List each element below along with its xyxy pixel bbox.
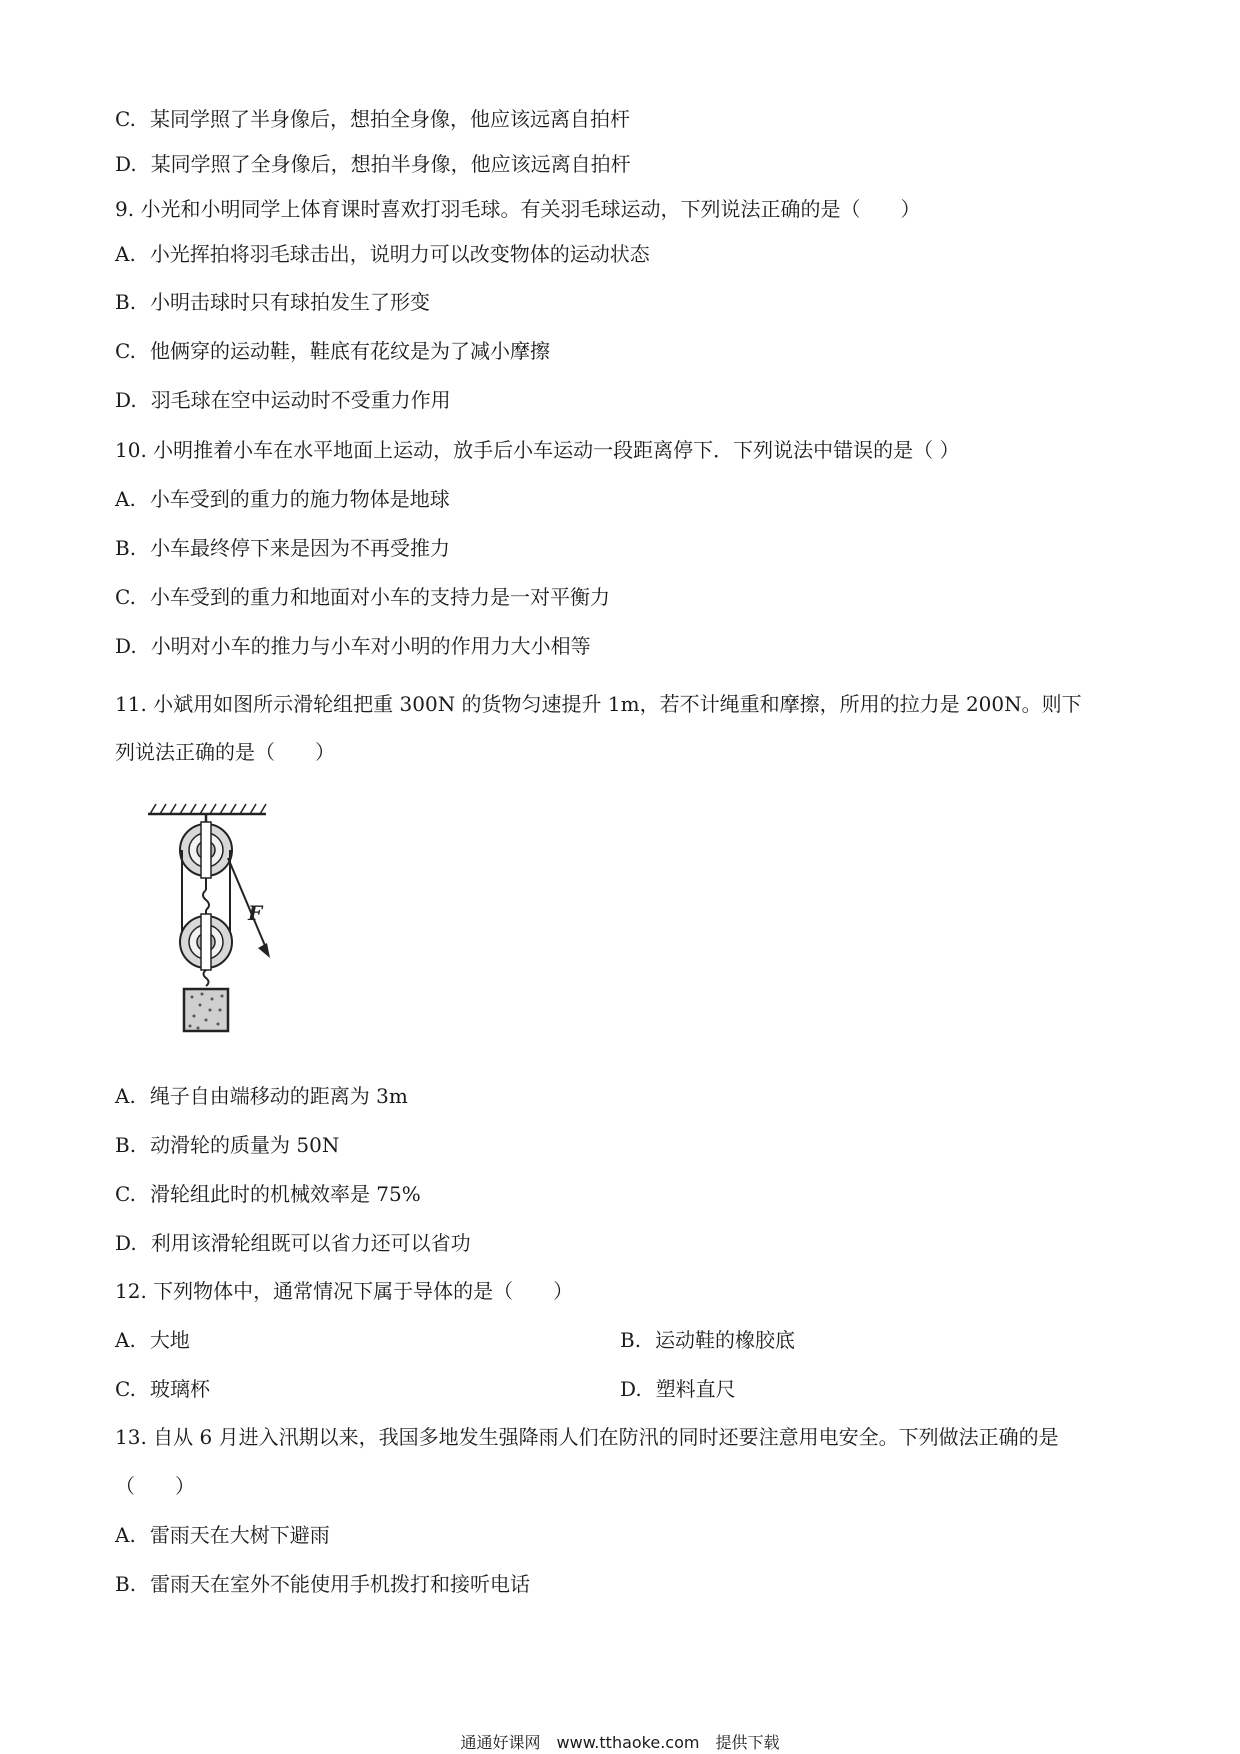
option-text: 小光挥拍将羽毛球击出，说明力可以改变物体的运动状态 [149, 242, 650, 266]
option-text: 小车受到的重力的施力物体是地球 [149, 487, 450, 511]
option-text: 他俩穿的运动鞋，鞋底有花纹是为了减小摩擦 [149, 339, 550, 363]
q8-option-c [115, 105, 630, 133]
q9-option-b [115, 288, 430, 316]
option-text: 小明击球时只有球拍发生了形变 [150, 290, 431, 314]
page-footer: 通通好课网 www.tthaoke.com 提供下载 [460, 1733, 780, 1752]
q9-option-d [115, 386, 451, 414]
q11-option-c [115, 1180, 421, 1208]
q11-option-a [115, 1082, 408, 1110]
option-letter: D. [620, 1377, 642, 1401]
option-letter: A. [115, 242, 136, 266]
option-letter: C. [115, 1182, 136, 1206]
q12-option-a [115, 1328, 190, 1352]
option-letter: D. [115, 634, 137, 658]
q9-stem: 9. 小光和小明同学上体育课时喜欢打羽毛球。有关羽毛球运动，下列说法正确的是（ ） [115, 197, 921, 221]
q11-option-d [115, 1229, 471, 1257]
option-letter: B. [115, 1133, 137, 1157]
option-text: 玻璃杯 [149, 1377, 210, 1401]
option-letter: A. [115, 487, 136, 511]
option-letter: B. [115, 536, 137, 560]
q9-option-a [115, 240, 650, 268]
option-letter: C. [115, 1377, 136, 1401]
option-letter: B. [115, 290, 137, 314]
q13-option-b [115, 1570, 530, 1598]
option-letter: A. [115, 1084, 136, 1108]
q9-option-c [115, 337, 550, 365]
option-text: 利用该滑轮组既可以省力还可以省功 [150, 1231, 471, 1255]
q10-stem: 10. 小明推着小车在水平地面上运动，放手后小车运动一段距离停下．下列说法中错误的是（ ） [115, 438, 960, 462]
q10-option-b [115, 534, 450, 562]
q13-stem-line2: （ ） [115, 1474, 195, 1498]
option-letter: B. [620, 1328, 642, 1352]
option-text: 羽毛球在空中运动时不受重力作用 [150, 388, 451, 412]
q12-option-b [620, 1326, 795, 1354]
q8-option-d [115, 150, 631, 178]
q11-stem-line2: 列说法正确的是（ ） [115, 740, 335, 764]
q12-option-d [620, 1375, 736, 1403]
q10-option-a [115, 485, 450, 513]
option-letter: A. [115, 1523, 136, 1547]
option-text: 大地 [149, 1328, 190, 1352]
option-text: 小车受到的重力和地面对小车的支持力是一对平衡力 [149, 585, 610, 609]
option-text: 绳子自由端移动的距离为 3m [149, 1084, 408, 1108]
fixed-pulley [180, 822, 232, 878]
option-text: 运动鞋的橡胶底 [655, 1328, 796, 1352]
force-label: F [248, 901, 263, 925]
pulley-system-figure [140, 800, 280, 1055]
option-text: 雷雨天在大树下避雨 [149, 1523, 330, 1547]
q10-option-d [115, 632, 591, 660]
option-text: 某同学照了半身像后，想拍全身像，他应该远离自拍杆 [149, 107, 630, 131]
option-letter: D. [115, 1231, 137, 1255]
q11-stem-line1: 11. 小斌用如图所示滑轮组把重 300N 的货物匀速提升 1m，若不计绳重和摩擦，所用的拉力是 200N。则下 [115, 692, 1082, 716]
option-letter: A. [115, 1328, 136, 1352]
q13-stem-line1: 13. 自从 6 月进入汛期以来，我国多地发生强降雨人们在防汛的同时还要注意用电安全。下列做法正确的是 [115, 1425, 1059, 1449]
option-letter: D. [115, 388, 137, 412]
q10-option-c [115, 583, 610, 611]
option-text: 小车最终停下来是因为不再受推力 [150, 536, 451, 560]
option-text: 塑料直尺 [655, 1377, 736, 1401]
q12-options-row1 [115, 1326, 190, 1354]
option-text: 雷雨天在室外不能使用手机拨打和接听电话 [150, 1572, 531, 1596]
option-letter: D. [115, 152, 137, 176]
option-letter: C. [115, 339, 136, 363]
option-text: 动滑轮的质量为 50N [150, 1133, 340, 1157]
q12-option-c [115, 1375, 210, 1403]
cargo-block [184, 989, 228, 1031]
option-letter: B. [115, 1572, 137, 1596]
q11-option-b [115, 1131, 339, 1159]
option-letter: C. [115, 585, 136, 609]
option-text: 小明对小车的推力与小车对小明的作用力大小相等 [150, 634, 591, 658]
movable-pulley [180, 914, 232, 970]
ceiling-hatch [148, 804, 266, 814]
q12-stem: 12. 下列物体中，通常情况下属于导体的是（ ） [115, 1279, 574, 1303]
q13-option-a [115, 1521, 330, 1549]
option-letter: C. [115, 107, 136, 131]
option-text: 某同学照了全身像后，想拍半身像，他应该远离自拍杆 [150, 152, 631, 176]
option-text: 滑轮组此时的机械效率是 75% [149, 1182, 421, 1206]
